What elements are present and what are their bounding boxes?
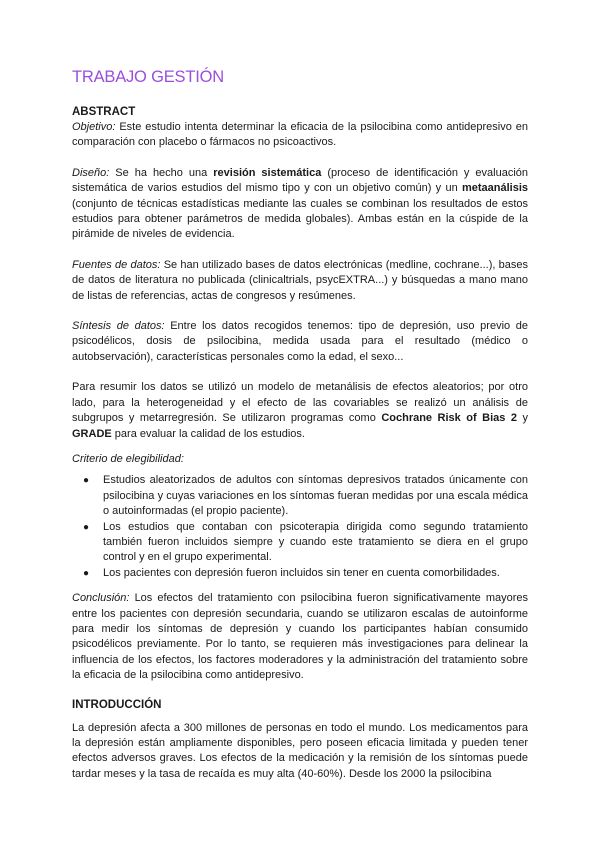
diseno-text-3: (conjunto de técnicas estadísticas mediante las cuales se combinan los resultados de estos estudios para obtener parámetros de medida globales). Ambas están en la cúspide de la pirámide de niveles de evidencia. — [72, 197, 528, 241]
diseno-text-2: (proceso de identificación y evaluación sistemática de varios estudios del mismo tipo y con un objetivo común) y un — [72, 166, 529, 195]
sintesis-paragraph — [72, 319, 528, 365]
resumir-paragraph — [72, 380, 528, 442]
sintesis-label: Síntesis de datos: — [72, 320, 165, 333]
diseno-bold-revision: revisión sistemática — [213, 166, 322, 179]
list-item — [83, 473, 528, 519]
sintesis-text: Entre los datos recogidos tenemos: tipo de depresión, uso previo de psicodélicos, dosis de psilocibina, medida usada para el resultado (médico o autobservación), características personales como la edad, el sexo... — [72, 320, 528, 363]
diseno-bold-metaanalisis: metaanálisis — [461, 182, 528, 195]
fuentes-paragraph — [72, 258, 528, 304]
introduccion-paragraph: La depresión afecta a 300 millones de personas en todo el mundo. Los medicamentos para la depresión están ampliamente disponibles, pero poseen eficacia limitada y pueden tener efectos adversos graves. Los efectos de la medicación y la remisión de los síntomas puede tardar meses y la tasa de recaída es muy alta (40-60%). Desde los 2000 la psilocibina — [72, 721, 528, 780]
objetivo-paragraph — [72, 120, 528, 151]
resumir-bold-cochrane: Cochrane Risk of Bias 2 — [381, 412, 517, 425]
diseno-paragraph — [72, 166, 528, 243]
criterio-label: Criterio de elegibilidad: — [72, 452, 184, 465]
bullet-icon: ● — [83, 475, 90, 487]
criterio-list — [72, 473, 528, 581]
resumir-bold-grade: GRADE — [72, 427, 112, 440]
resumir-text-3: para evaluar la calidad de los estudios. — [111, 427, 305, 440]
abstract-heading: ABSTRACT — [72, 106, 136, 118]
list-item — [83, 520, 528, 566]
list-item — [83, 566, 528, 581]
diseno-text-1: Se ha hecho una — [109, 166, 214, 179]
bullet-icon: ● — [83, 567, 90, 579]
document-page — [72, 68, 528, 782]
diseno-label: Diseño: — [72, 166, 110, 179]
conclusion-text: Los efectos del tratamiento con psilocibina fueron significativamente mayores entre los pacientes con depresión secundaria, cuando se utilizaron escalas de autoinforme para medir los síntomas de depresión y cuando los participantes habían consumido psicodélicos previamente. Por lo tanto, se requieren más investigaciones para delinear la influencia de los efectos, los factores moderadores y la administración del tratamiento sobre la eficacia de la psilocibina como antidepresivo. — [72, 592, 528, 682]
objetivo-label: Objetivo: — [72, 121, 116, 133]
conclusion-label: Conclusión: — [72, 592, 130, 605]
resumir-text-2: y — [517, 412, 528, 425]
fuentes-label: Fuentes de datos: — [72, 258, 161, 271]
list-item-text: Los pacientes con depresión fueron incluidos sin tener en cuenta comorbilidades. — [103, 566, 500, 579]
document-title: TRABAJO GESTIÓN — [72, 68, 224, 86]
list-item-text: Los estudios que contaban con psicoterapia dirigida como segundo tratamiento también fueron incluidos siempre y cuando este tratamiento se diera en el grupo control y en el grupo experimental. — [103, 520, 528, 564]
list-item-text: Estudios aleatorizados de adultos con síntomas depresivos tratados únicamente con psilocibina y cuyas variaciones en los síntomas fueran medidas por una escala médica o autoinformadas (el propio paciente). — [103, 474, 528, 518]
bullet-icon: ● — [83, 521, 90, 533]
introduccion-heading: INTRODUCCIÓN — [72, 698, 162, 711]
fuentes-text: Se han utilizado bases de datos electrónicas (medline, cochrane...), bases de datos de literatura no publicada (clinicaltrials, psycEXTRA...) y búsquedas a mano mano de listas de referencias, actas de congresos y resúmenes. — [72, 258, 529, 302]
resumir-text-1: Para resumir los datos se utilizó un modelo de metanálisis de efectos aleatorios; por otro lado, para la heterogeneidad y el efecto de las covariables se realizó un análisis de subgrupos y metarregresión. Se utilizaron programas como — [72, 381, 528, 425]
criterio-paragraph — [72, 452, 528, 467]
conclusion-paragraph — [72, 591, 528, 683]
objetivo-text: Este estudio intenta determinar la eficacia de la psilocibina como antidepresivo en comparación con placebo o fármacos no psicoactivos. — [72, 121, 528, 149]
